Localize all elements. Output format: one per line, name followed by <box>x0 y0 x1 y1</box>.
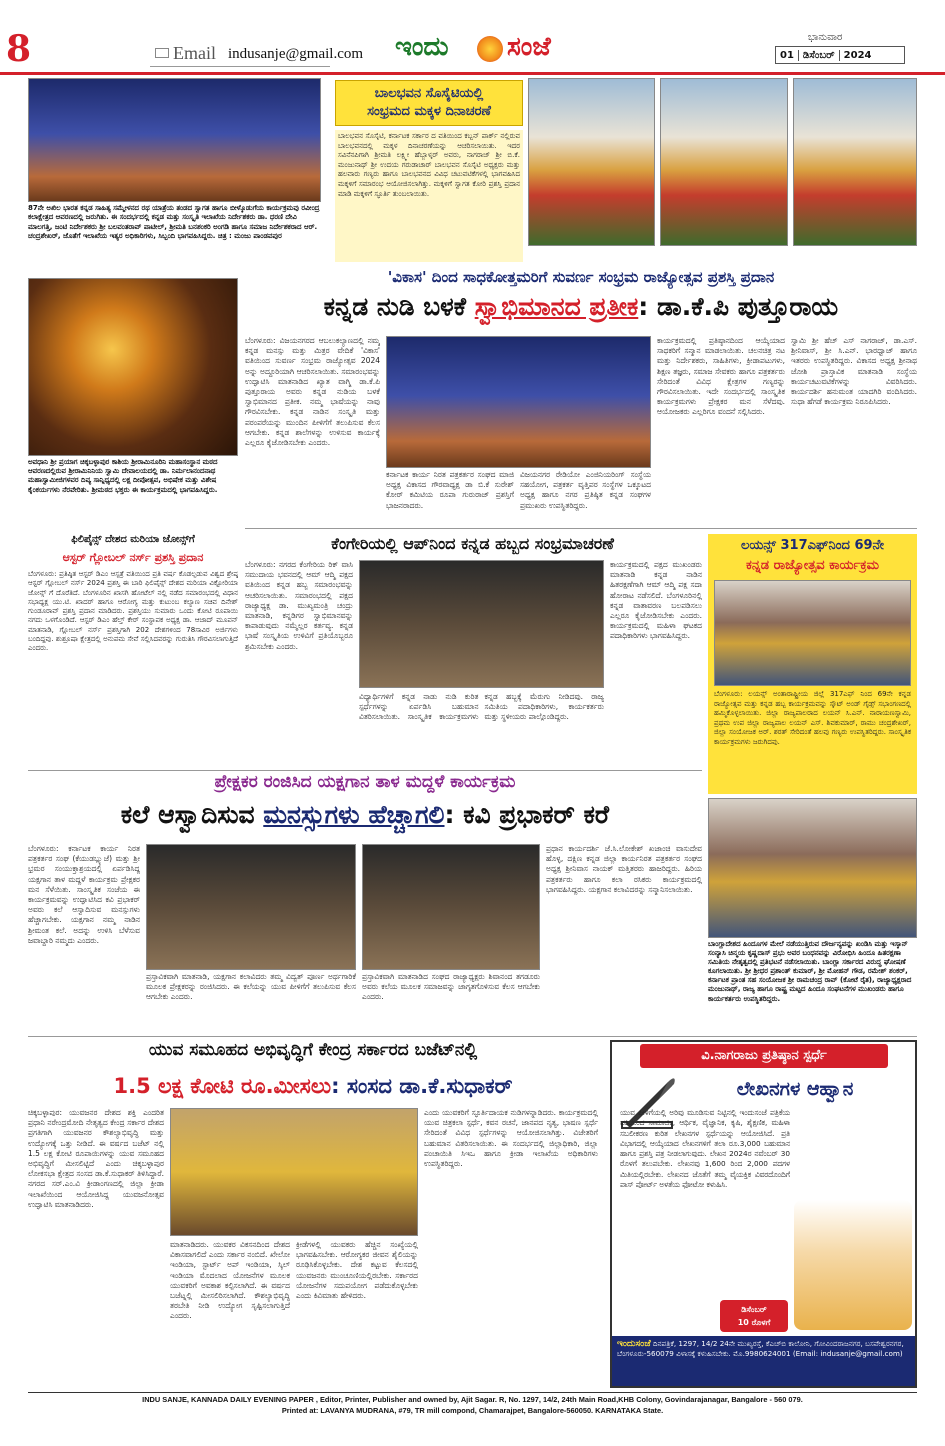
balabhavan-headline-box <box>335 80 523 126</box>
divider <box>245 528 917 529</box>
masthead <box>0 0 945 76</box>
kengeri-headline: ಕೆಂಗೇರಿಯಲ್ಲಿ ಆಪ್‌ನಿಂದ ಕನ್ನಡ ಹಬ್ಬದ ಸಂಭ್ರಮಾಚರಣೆ <box>331 534 614 553</box>
balabhavan-body: ಬಾಲಭವನ ಸೊಸೈಟಿ, ಕರ್ನಾಟಕ ಸರ್ಕಾರ ದ ವತಿಯಿಂದ ಕಬ್ಬನ್ ಪಾರ್ಕ್ ನಲ್ಲಿರುವ ಬಾಲಭವನದಲ್ಲಿ ಮಕ್ಕಳ ದಿನಾಚರಣೆಯನ್ನು ಆಚರಿಸಲಾಯಿತು. ಇದರ ಸವಿನೆನಪಿಗಾಗಿ ಶ್ರೀಮತಿ ಲಕ್ಷ್ಮೀ ಹೆಬ್ಬಾಳ್ಕರ್ ಅವರು, ನಾಗರಾಜ್ ಶ್ರೀ ಬಿ.ಕೆ. ಮಂಜುನಾಥ್ ಶ್ರೀ ಉದಯ ಗರುಡಾಚಾರ್ ಬಾಲಭವನ ಸೊಸೈಟಿ ಅಧ್ಯಕ್ಷರು ಮತ್ತು ಹಲವಾರು ಗಣ್ಯರು ಹಾಗೂ ಬಾಲಭವನದ ವಿವಿಧ ಚಟುವಟಿಕೆಗಳಲ್ಲಿ ಭಾಗವಹಿಸಿದ ಮಕ್ಕಳಿಗೆ ಸಮಾರಂಭ ಆಯೋಜಿಸಲಾಗಿತ್ತು. ಮಕ್ಕಳಿಗೆ ಸ್ವಾಗತ ಕೋರಿ ಪ್ರಶಸ್ತಿ ಪ್ರದಾನ ಮಾಡಿ ಮಕ್ಕಳಿಗೆ ಸ್ಫೂರ್ತಿ ತುಂಬಲಾಯಿತು. <box>335 130 523 262</box>
protest-photo-caption: ಬಾಂಗ್ಲಾದೇಶದ ಹಿಂದೂಗಳ ಮೇಲೆ ನಡೆಯುತ್ತಿರುವ ದೌರ್ಜನ್ಯವನ್ನು ಖಂಡಿಸಿ ಮತ್ತು ಇಸ್ಕಾನ್ ಸಂನ್ಯಾಸಿ ಚಿನ್ಮಯ ಕೃಷ್ಣದಾಸ್ ಪ್ರಭು ಅವರ ಬಂಧನವನ್ನು ವಿರೋಧಿಸಿ ಹಿಂದೂ ಹಿತರಕ್ಷಣಾ ಸಮಿತಿಯ ನೇತೃತ್ವದಲ್ಲಿ ಪ್ರತಿಭಟನೆ ನಡೆಸಲಾಯಿತು. ಬಾಂಗ್ಲಾ ಸರ್ಕಾರದ ವಿರುದ್ಧ ಘೋಷಣೆ ಕೂಗಲಾಯಿತು. ಶ್ರೀ ಶ್ರೀಧರ ಪ್ರಶಾಂತ್ ಕುಮಾರ್, ಶ್ರೀ ಮೋಹನ್ ಗೌಡ, ರಮೇಶ್ ಶಂಕರ್, ಕರ್ನಾಟಕ ಪ್ರಾಂತ ಸಹ ಸಂಯೋಜಕ ಶ್ರೀ ರಾಮಚಂದ್ರ ರಾವ್ (ಕೋಟೆ ರೈತ), ರಾಜ್ಯಾಧ್ಯಕ್ಷರಾದ ಮಂಜುನಾಥ್, ರಾಜ್ಯ ಹಾಗೂ ರಾಷ್ಟ್ರ ಮಟ್ಟದ ಹಿಂದೂ ಸಂಘಟನೆಗಳ ಮುಖಂಡರು ಹಾಗೂ ಕಾರ್ಯಕರ್ತರು ಉಪಸ್ಥಿತರಿದ್ದರು. <box>708 940 912 1003</box>
vikasa-headline-part1: ಕನ್ನಡ ನುಡಿ ಬಳಕೆ <box>323 292 475 321</box>
vikasa-photo-caption-left: ಕರ್ನಾಟಕ ಕಾರ್ಯ ನಿರತ ಪತ್ರಕರ್ತರ ಸಂಘದ ಮಾಜಿ ಅಧ್ಯಕ್ಷ ವಿಕಾಸದ ಗೌರವಾಧ್ಯಕ್ಷ ಡಾ ಬಿ.ಕೆ ಸುರೇಶ್ ಕೋರ್ ಕಮಿಟಿಯ ರೂಪಾ ಗುರುರಾಜ್ ಪ್ರಶಸ್ತಿಗೆ ಭಾಜನರಾದರು. <box>386 470 514 510</box>
lions-headline-line1: ಲಯನ್ಸ್ 317ಎಫ್‌ನಿಂದ 69ನೇ <box>740 538 885 553</box>
kengeri-column-1: ಬೆಂಗಳೂರು: ನಗರದ ಕೆಂಗೇರಿಯ ರಿಕ್ ವಾಸಿ ಸಮುದಾಯ ಭವನದಲ್ಲಿ ಆಮ್ ಆದ್ಮಿ ಪಕ್ಷದ ವತಿಯಿಂದ ಕನ್ನಡ ಹಬ್ಬ ಸಮಾರಂಭವನ್ನು ಆಚರಿಸಲಾಯಿತು. ಸಮಾರಂಭದಲ್ಲಿ ಪಕ್ಷದ ರಾಜ್ಯಾಧ್ಯಕ್ಷ ಡಾ. ಮುಖ್ಯಮಂತ್ರಿ ಚಂದ್ರು ಮಾತನಾಡಿ, ಕನ್ನಡಿಗರ ಸ್ವಾಭಿಮಾನವನ್ನು ಕಾಪಾಡುವುದು ನಮ್ಮೆಲ್ಲರ ಕರ್ತವ್ಯ. ಕನ್ನಡ ಭಾಷೆ ಸಂಸ್ಕೃತಿಯ ಉಳಿವಿಗೆ ಪ್ರತಿಯೊಬ್ಬರೂ ಶ್ರಮಿಸಬೇಕು ಎಂದರು. <box>245 560 353 651</box>
balabhavan-clock-tower-photo <box>793 78 917 246</box>
yakshagana-headline-part3: : ಕವಿ ಪ್ರಭಾಕರ್ ಕರೆ <box>444 800 610 829</box>
sun-icon <box>477 36 503 62</box>
footer-rule <box>28 1392 917 1393</box>
divider <box>28 1036 917 1037</box>
contest-title: ಲೇಖನಗಳ ಆಹ್ವಾನ <box>736 1078 854 1100</box>
protest-photo <box>708 798 917 938</box>
deadline-line1: ಡಿಸೆಂಬರ್ <box>741 1305 767 1314</box>
temple-deepotsava-photo <box>28 278 238 456</box>
budget-lamp-lighting-photo <box>170 1108 418 1236</box>
yakshagana-column-1: ಬೆಂಗಳೂರು: ಕರ್ನಾಟಕ ಕಾರ್ಯ ನಿರತ ಪತ್ರಕರ್ತರ ಸಂಘ (ಕೆಯುಡಬ್ಲ್ಯುಜೆ) ಮತ್ತು ಶ್ರೀ ಭ್ರಮರ ಸಂಯುಕ್ತಾಶ್ರಯದಲ್ಲಿ ಏರ್ಪಡಿಸಿದ್ದ ಯಕ್ಷಗಾನ ತಾಳ ಮದ್ದಳೆ ಕಾರ್ಯಕ್ರಮ ಪ್ರೇಕ್ಷಕರ ಮನ ಸೆಳೆಯಿತು. ಸಾಂಸ್ಕೃತಿಕ ಸಂಜೆಯ ಈ ಕಾರ್ಯಕ್ರಮವನ್ನು ಉದ್ಘಾಟಿಸಿದ ಕವಿ ಪ್ರಭಾಕರ್ ಅವರು ಕಲೆ ಆಸ್ವಾದಿಸುವ ಮನಸ್ಸುಗಳು ಹೆಚ್ಚಾಗಬೇಕು. ಯಕ್ಷಗಾನ ನಮ್ಮ ನಾಡಿನ ಶ್ರೀಮಂತ ಕಲೆ. ಅದನ್ನು ಉಳಿಸಿ ಬೆಳೆಸುವ ಜವಾಬ್ದಾರಿ ನಮ್ಮದು ಎಂದರು. <box>28 844 140 945</box>
nurse-headline: ಆಸ್ಟರ್ ಗ್ಲೋಬಲ್ ನರ್ಸ್ ಪ್ರಶಸ್ತಿ ಪ್ರದಾನ <box>62 551 204 564</box>
kengeri-column-2: ವಿಧ್ಯಾರ್ಥಿಗಳಿಗೆ ಕನ್ನಡ ನಾಡು ನುಡಿ ಕುರಿತ ಸ್ಪರ್ಧೆಗಳನ್ನು ಏರ್ಪಡಿಸಿ ಬಹುಮಾನ ವಿತರಿಸಲಾಯಿತು. ಸಾಂಸ್ಕೃತಿಕ ಕಾರ್ಯಕ್ರಮಗಳು ಕನ್ನಡ ಹಬ್ಬಕ್ಕೆ ಮೆರುಗು ನೀಡಿದವು. ರಾಜ್ಯ ಸಮಿತಿಯ ಪದಾಧಿಕಾರಿಗಳು, ಕಾರ್ಯಕರ್ತರು ಮತ್ತು ಸ್ಥಳೀಯರು ಪಾಲ್ಗೊಂಡಿದ್ದರು. <box>359 692 604 722</box>
deadline-badge <box>720 1300 788 1332</box>
masthead-underline <box>150 66 330 67</box>
yakshagana-headline <box>28 800 702 830</box>
yakshagana-headline-part2: ಮನಸ್ಸುಗಳು ಹೆಚ್ಚಾಗಲಿ <box>263 800 445 829</box>
lions-group-photo <box>714 580 911 686</box>
kengeri-stage-photo <box>359 560 604 688</box>
kengeri-column-3: ಕಾರ್ಯಕ್ರಮದಲ್ಲಿ ಪಕ್ಷದ ಮುಖಂಡರು ಮಾತನಾಡಿ ಕನ್ನಡ ನಾಡಿನ ಹಿತರಕ್ಷಣೆಗಾಗಿ ಆಮ್ ಆದ್ಮಿ ಪಕ್ಷ ಸದಾ ಹೋರಾಟ ನಡೆಸಲಿದೆ. ಬೆಂಗಳೂರಿನಲ್ಲಿ ಕನ್ನಡ ವಾತಾವರಣ ಬಲಪಡಿಸಲು ಎಲ್ಲರೂ ಕೈಜೋಡಿಸಬೇಕು ಎಂದರು. ಕಾರ್ಯಕ್ರಮದಲ್ಲಿ ಮಹಿಳಾ ಘಟಕದ ಪದಾಧಿಕಾರಿಗಳು ಭಾಗವಹಿಸಿದ್ದರು. <box>610 560 702 641</box>
yakshagana-headline-part1: ಕಲೆ ಆಸ್ವಾದಿಸುವ <box>120 800 264 829</box>
yakshagana-kicker: ಪ್ರೇಕ್ಷಕರ ರಂಜಿಸಿದ ಯಕ್ಷಗಾನ ತಾಳ ಮದ್ದಳೆ ಕಾರ್ಯಕ್ರಮ <box>214 772 516 792</box>
date-month: ಡಿಸೆಂಬರ್ <box>799 50 840 61</box>
date-box <box>775 46 905 64</box>
dance-troupe-photo <box>28 78 321 202</box>
yakshagana-column-3: ಪ್ರಸ್ತಾವಿಕವಾಗಿ ಮಾತನಾಡಿದ ಸಂಘದ ರಾಜ್ಯಾಧ್ಯಕ್ಷರು ಶಿವಾನಂದ ತಗಡೂರು ಅವರು ಕಲೆಯ ಮೂಲಕ ಸಮಾಜವನ್ನು ಜಾಗೃತಗೊಳಿಸುವ ಕೆಲಸ ಆಗಬೇಕು ಎಂದರು. <box>362 972 540 1002</box>
vikasa-photo-caption-right: ವಿಜಯನಗರ ರೇಡಿಯೋ ಎಂಜಿನಿಯರಿಂಗ್ ಸಂಸ್ಥೆಯ ಸಹಯೋಗ, ಪತ್ರಕರ್ತ ವೃತ್ತಿಪರ ಸಂಸ್ಥೆಗಳ ಒಕ್ಕೂಟದ ಅಧ್ಯಕ್ಷ ಹಾಗೂ ನಗರ ಪ್ರತಿಷ್ಠಿತ ಕನ್ನಡ ಸಂಘಗಳ ಪ್ರಮುಖರು ಉಪಸ್ಥಿತರಿದ್ದರು. <box>520 470 651 510</box>
email-label: Email <box>173 43 216 63</box>
lions-headline-line2: ಕನ್ನಡ ರಾಜ್ಯೋತ್ಸವ ಕಾರ್ಯಕ್ರಮ <box>745 558 880 573</box>
vikasa-headline <box>245 292 917 322</box>
nurse-body: ಬೆಂಗಳೂರು: ಪ್ರತಿಷ್ಠಿತ ಆಸ್ಟರ್ ಡಿಎಂ ಆಸ್ಪತ್ರೆ ವತಿಯಿಂದ ಪ್ರತಿ ವರ್ಷ ಕೊಡಲ್ಪಡುವ ವಿಶ್ವದ ಶ್ರೇಷ್ಠ ಆಸ್ಟರ್ ಗ್ಲೋಬಲ್ ನರ್ಸ್ 2024 ಪ್ರಶಸ್ತಿ ಈ ಬಾರಿ ಫಿಲಿಪೈನ್ಸ್ ದೇಶದ ಮರಿಯಾ ವಿಕ್ಟೋರಿಯಾ ಜೋನ್ಸ್ ಗೆ ದೊರೆತಿದೆ. ಬೆಂಗಳೂರಿನ ಖಾಸಗಿ ಹೋಟೆಲ್ ನಲ್ಲಿ ನಡೆದ ಸಮಾರಂಭದಲ್ಲಿ ವಿಧಾನ ಸಭಾಧ್ಯಕ್ಷ ಯು.ಟಿ. ಖಾದರ್ ಹಾಗೂ ಆರೋಗ್ಯ ಮತ್ತು ಕುಟುಂಬ ಕಲ್ಯಾಣ ಸಚಿವ ದಿನೇಶ್ ಗುಂಡೂರಾವ್ ಪ್ರಶಸ್ತಿ ಪ್ರದಾನ ಮಾಡಿದರು. ಪ್ರಶಸ್ತಿಯು ಸುಮಾರು ಒಂದು ಕೋಟಿ ರೂಪಾಯಿ ನಗದು ಒಳಗೊಂಡಿದೆ. ಆಸ್ಟರ್ ಡಿಎಂ ಹೆಲ್ತ್ ಕೇರ್ ಸಂಸ್ಥಾಪಕ ಅಧ್ಯಕ್ಷ ಡಾ. ಆಜಾದ್ ಮೂಪನ್ ಮಾತನಾಡಿ, ಗ್ಲೋಬಲ್ ನರ್ಸ್ ಪ್ರಶಸ್ತಿಗಾಗಿ 202 ದೇಶಗಳಿಂದ 78ಸಾವಿರ ಅರ್ಜಿಗಳು ಬಂದಿದ್ದವು. ಶುಶ್ರೂಷಾ ಕ್ಷೇತ್ರದಲ್ಲಿ ಅನುಪಮ ಸೇವೆ ಸಲ್ಲಿಸಿದವರನ್ನು ಗುರುತಿಸಿ ಗೌರವಿಸಲಾಗುತ್ತಿದೆ ಎಂದರು. <box>28 570 238 653</box>
page-number: 8 <box>6 28 32 70</box>
email-address[interactable]: indusanje@gmail.com <box>228 46 364 62</box>
balabhavan-headline-line1: ಬಾಲಭವನ ಸೊಸೈಟಿಯಲ್ಲಿ <box>374 86 484 101</box>
vikasa-column-3: ಕಾರ್ಯಕ್ರಮದಲ್ಲಿ ಪ್ರತಿಷ್ಠಾನದಿಂದ ಆಯ್ಕೆಯಾದ ಸಾಧಕರಿಗೆ ಸನ್ಮಾನ ಮಾಡಲಾಯಿತು. ಚಲನಚಿತ್ರ ನಟ ಮತ್ತು ನಿರ್ದೇಶಕರು, ಸಾಹಿತಿಗಳು, ಕ್ರೀಡಾಪಟುಗಳು, ಶಿಕ್ಷಣ ತಜ್ಞರು, ಸಮಾಜ ಸೇವಕರು ಹಾಗೂ ಪತ್ರಕರ್ತರು ಸೇರಿದಂತೆ ವಿವಿಧ ಕ್ಷೇತ್ರಗಳ ಗಣ್ಯರನ್ನು ಗೌರವಿಸಲಾಯಿತು. ಇದೇ ಸಂದರ್ಭದಲ್ಲಿ ಸಾಂಸ್ಕೃತಿಕ ಕಾರ್ಯಕ್ರಮಗಳು ಪ್ರೇಕ್ಷಕರ ಮನ ಸೆಳೆದವು. ಆಯೋಜಕರು ಎಲ್ಲರಿಗೂ ವಂದನೆ ಸಲ್ಲಿಸಿದರು. <box>657 336 785 417</box>
vikasa-headline-part2: ಸ್ವಾಭಿಮಾನದ ಪ್ರತೀಕ <box>474 292 639 321</box>
vikasa-awards-photo <box>386 336 651 468</box>
contest-body: ಯುವ ಪೀಳಿಗೆಯಲ್ಲಿ ಅರಿವು ಮೂಡಿಸುವ ನಿಟ್ಟಿನಲ್ಲಿ ಇಂದುಸಂಜೆ ಪತ್ರಿಕೆಯ ವತಿಯಿಂದ ಸಾಮಾಜಿಕ, ಆರ್ಥಿಕ, ವೈಜ್ಞಾನಿಕ, ಕೃಷಿ, ಶೈಕ್ಷಣಿಕ, ಮಹಿಳಾ ಸಬಲೀಕರಣ ಕುರಿತ ಲೇಖನಗಳ ಸ್ಪರ್ಧೆಯನ್ನು ಆಯೋಜಿಸಿದೆ. ಪ್ರತಿ ವಿಭಾಗದಲ್ಲಿ ಆಯ್ಕೆಯಾದ ಲೇಖನಗಳಿಗೆ ತಲಾ ರೂ.3,000 ಬಹುಮಾನ ಹಾಗೂ ಪ್ರಶಸ್ತಿ ಪತ್ರ ನೀಡಲಾಗುವುದು. ಲೇಖನ 2024ರ ನವೆಂಬರ್ 30 ರೊಳಗೆ ತಲುಪಬೇಕು. ಲೇಖನವು 1,600 ರಿಂದ 2,000 ಪದಗಳ ಮಿತಿಯಲ್ಲಿರಬೇಕು. ಲೇಖನದ ಜೊತೆಗೆ ತಮ್ಮ ವೈಯಕ್ತಿಕ ವಿವರದೊಂದಿಗೆ ಪಾಸ್ ಪೋರ್ಟ್ ಅಳತೆಯ ಫೋಟೋ ಕಳುಹಿಸಿ. <box>620 1108 790 1190</box>
lions-body: ಬೆಂಗಳೂರು: ಲಯನ್ಸ್ ಅಂತಾರಾಷ್ಟ್ರೀಯ ಜಿಲ್ಲೆ 317ಎಫ್ ನಿಂದ 69ನೇ ಕನ್ನಡ ರಾಜ್ಯೋತ್ಸವ ಮತ್ತು ಕನ್ನಡ ಹಬ್ಬ ಕಾರ್ಯಕ್ರಮವನ್ನು ಸ್ಕೌಟ್ ಅಂಡ್ ಗೈಡ್ಸ್ ಸಭಾಂಗಣದಲ್ಲಿ ಹಮ್ಮಿಕೊಳ್ಳಲಾಯಿತು. ಜಿಲ್ಲಾ ರಾಜ್ಯಪಾಲರಾದ ಲಯನ್ ಸಿ.ಎನ್. ನಾರಾಯಣಸ್ವಾಮಿ, ಪ್ರಥಮ ಉಪ ಜಿಲ್ಲಾ ರಾಜ್ಯಪಾಲ ಲಯನ್ ಎಸ್. ಶಿವಕುಮಾರ್, ರಾಮು ಚಂದ್ರಶೇಖರ್, ಜಿಲ್ಲಾ ಸಂಯೋಜಕ ಅರ್. ಶರತ್ ಸೇರಿದಂತೆ ಹಲವು ಗಣ್ಯರು ಉಪಸ್ಥಿತರಿದ್ದರು. ಸಾಂಸ್ಕೃತಿಕ ಕಾರ್ಯಕ್ರಮಗಳು ಜರುಗಿದವು. <box>714 690 911 746</box>
contest-banner: ವಿ.ನಾಗರಾಜು ಪ್ರತಿಷ್ಠಾನ ಸ್ಪರ್ಧೆ <box>640 1044 888 1068</box>
deadline-line2: 10 ರೊಳಗೆ <box>737 1318 771 1327</box>
yakshagana-column-4: ಪ್ರಧಾನ ಕಾರ್ಯದರ್ಶಿ ಜೆ.ಸಿ.ಲೋಕೇಶ್ ಖಜಾಂಚಿ ವಾಸುದೇವ ಹೊಳ್ಳ, ದಕ್ಷಿಣ ಕನ್ನಡ ಜಿಲ್ಲಾ ಕಾರ್ಯನಿರತ ಪತ್ರಕರ್ತರ ಸಂಘದ ಅಧ್ಯಕ್ಷ ಶ್ರೀನಿವಾಸ ನಾಯಕ್ ಮತ್ತಿತರರು ಹಾಜರಿದ್ದರು. ಹಿರಿಯ ಪತ್ರಕರ್ತರು ಹಾಗೂ ಕಲಾ ರಸಿಕರು ಕಾರ್ಯಕ್ರಮದಲ್ಲಿ ಭಾಗವಹಿಸಿದ್ದರು. ಯಕ್ಷಗಾನ ಕಲಾವಿದರನ್ನು ಸನ್ಮಾನಿಸಲಾಯಿತು. <box>546 844 702 894</box>
contest-address: ದಿನಪತ್ರಿಕೆ, 1297, 14/2 24ನೇ ಮುಖ್ಯರಸ್ತೆ, ಕೆಎಚ್‌ಬಿ ಕಾಲೋನಿ, ಗೋವಿಂದರಾಜನಗರ, ಬಸವೇಶ್ವರನಗರ, ಬೆಂಗಳೂರು-560079 ವಿಳಾಸಕ್ಕೆ ಕಳುಹಿಸಬೇಕು. ಮೊ.9980624001 (Email: indusanje@gmail.com) <box>617 1339 904 1358</box>
footer-line-1: INDU SANJE, KANNADA DAILY EVENING PAPER , Editor, Printer, Publisher and owned by, Ajit Sagar. R, No. 1297, 14/2, 24th Main Road,KHB Colony, Govindarajanagar, Bangalore - 560 079. <box>142 1395 803 1404</box>
footer-line-2: Printed at: LAVANYA MUDRANA, #79, TR mill compond, Chamarajpet, Bangalore-560050. KARNATAKA State. <box>281 1406 664 1415</box>
logo-right: ಸಂಜೆ <box>507 32 551 62</box>
budget-column-1: ಚಿಕ್ಕಬಳ್ಳಾಪುರ: ಯುವಜನರ ದೇಶದ ಶಕ್ತಿ ಎಂದರಿತ ಪ್ರಧಾನಿ ನರೇಂದ್ರಮೋದಿ ನೇತೃತ್ವದ ಕೇಂದ್ರ ಸರ್ಕಾರ ದೇಶದ ಪ್ರಗತಿಗಾಗಿ ಯುವಜನರ ಕೌಶಲ್ಯಾಭಿವೃದ್ಧಿ ಮತ್ತು ಉದ್ಯೋಗಕ್ಕೆ ಒತ್ತು ನೀಡಿದೆ. ಈ ವರ್ಷದ ಬಜೆಟ್ ನಲ್ಲಿ 1.5 ಲಕ್ಷ ಕೋಟಿ ರೂಪಾಯಿಗಳನ್ನು ಯುವ ಸಮೂಹದ ಅಭಿವೃದ್ಧಿಗೆ ಮೀಸಲಿಟ್ಟಿದೆ ಎಂದು ಚಿಕ್ಕಬಳ್ಳಾಪುರ ಲೋಕಸಭಾ ಕ್ಷೇತ್ರದ ಸಂಸದ ಡಾ.ಕೆ.ಸುಧಾಕರ್ ತಿಳಿಸಿದ್ದಾರೆ. ನಗರದ ಸರ್.ಎಂ.ವಿ ಕ್ರೀಡಾಂಗಣದಲ್ಲಿ ಜಿಲ್ಲಾ ಕ್ರೀಡಾ ಇಲಾಖೆಯಿಂದ ಆಯೋಜಿಸಿದ್ದ ಯುವಜನೋತ್ಸವ ಉದ್ಘಾಟಿಸಿ ಮಾತನಾಡಿದರು. <box>28 1108 164 1209</box>
vikasa-kicker: 'ವಿಕಾಸ' ದಿಂದ ಸಾಧಕೋತ್ತಮರಿಗೆ ಸುವರ್ಣ ಸಂಭ್ರಮ ರಾಜ್ಯೋತ್ಸವ ಪ್ರಶಸ್ತಿ ಪ್ರದಾನ <box>387 268 775 286</box>
date-day: 01 <box>776 50 799 61</box>
temple-photo-caption: ಅವಧಾನಿ ಶ್ರೀ ಪ್ರಯಾಗ ಚಿಕ್ಕಬಳ್ಳಾಪುರ ಕಾಶಿಯ ಶ್ರೀರಾಮಿನೂರಿನಿ ಮಹಾಸಂಸ್ಥಾನ ಮಠದ ಆವರಣದಲ್ಲಿರುವ ಶ್ರೀರಾಮಿನಿನಿಯ ಸ್ವಾಮಿ ದೇವಾಲಯದಲ್ಲಿ ಡಾ. ನಿರ್ಮಲಾನಂದನಾಥ ಮಹಾಸ್ವಾಮೀಜಿಗಳವರ ದಿವ್ಯ ಸಾನ್ನಿಧ್ಯದಲ್ಲಿ ಲಕ್ಷ ದೀಪೋತ್ಸವ, ಅಭಿಷೇಕ ಮತ್ತು ವಿಶೇಷ ಕೈಂಕರ್ಯಗಳು ನೆರವೇರಿತು. ಶ್ರೀಮಠದ ಭಕ್ತರು ಈ ಕಾರ್ಯಕ್ರಮದಲ್ಲಿ ಭಾಗವಹಿಸಿದ್ದರು. <box>28 458 218 494</box>
budget-column-4: ಎಂದು ಯುವಕರಿಗೆ ಸ್ಫೂರ್ತಿದಾಯಕ ನುಡಿಗಳನ್ನಾಡಿದರು. ಕಾರ್ಯಕ್ರಮದಲ್ಲಿ ಯುವ ಚಿತ್ರಕಲಾ ಸ್ಪರ್ಧೆ, ಕವನ ರಚನೆ, ಜಾನಪದ ನೃತ್ಯ, ಭಾಷಣ ಸ್ಪರ್ಧೆ ಸೇರಿದಂತೆ ವಿವಿಧ ಸ್ಪರ್ಧೆಗಳನ್ನು ಆಯೋಜಿಸಲಾಗಿತ್ತು. ವಿಜೇತರಿಗೆ ಬಹುಮಾನ ವಿತರಿಸಲಾಯಿತು. ಈ ಸಂದರ್ಭದಲ್ಲಿ ಜಿಲ್ಲಾಧಿಕಾರಿ, ಜಿಲ್ಲಾ ಪಂಚಾಯಿತಿ ಸಿಇಒ ಹಾಗೂ ಕ್ರೀಡಾ ಇಲಾಖೆಯ ಅಧಿಕಾರಿಗಳು ಉಪಸ್ಥಿತರಿದ್ದರು. <box>424 1108 598 1169</box>
date-year: 2024 <box>843 49 872 61</box>
balabhavan-dancers-photo <box>528 78 655 246</box>
budget-column-3: ಕ್ರೀಡೆಗಳಲ್ಲಿ ಯುವಕರು ಹೆಚ್ಚಿನ ಸಂಖ್ಯೆಯಲ್ಲಿ ಭಾಗವಹಿಸಬೇಕು. ಆರೋಗ್ಯಕರ ಜೀವನ ಶೈಲಿಯನ್ನು ರೂಢಿಸಿಕೊಳ್ಳಬೇಕು. ದೇಶ ಕಟ್ಟುವ ಕೆಲಸದಲ್ಲಿ ಯುವಜನರು ಮುಂಚೂಣಿಯಲ್ಲಿರಬೇಕು. ಸರ್ಕಾರದ ಯೋಜನೆಗಳ ಸದುಪಯೋಗ ಪಡೆದುಕೊಳ್ಳಬೇಕು ಎಂದು ಕಿವಿಮಾತು ಹೇಳಿದರು. <box>296 1240 418 1301</box>
balabhavan-floral-display-photo <box>660 78 788 246</box>
divider <box>28 770 702 771</box>
contest-address-name: ಇಂದುಸಂಜೆ <box>617 1339 651 1349</box>
writer-illustration-icon <box>794 1200 912 1330</box>
masthead-day: ಭಾನುವಾರ <box>808 32 843 43</box>
logo-left: ಇಂದು <box>395 32 449 62</box>
masthead-rule <box>0 72 945 75</box>
budget-headline-part2: : ಸಂಸದ ಡಾ.ಕೆ.ಸುಧಾಕರ್ <box>331 1074 513 1098</box>
mail-icon <box>155 48 169 58</box>
logo <box>395 30 585 70</box>
nurse-kicker: ಫಿಲಿಪೈನ್ಸ್ ದೇಶದ ಮರಿಯಾ ಜೋನ್ಸ್‌ಗೆ <box>71 534 195 545</box>
dance-photo-caption: 87ನೇ ಅಖಿಲ ಭಾರತ ಕನ್ನಡ ಸಾಹಿತ್ಯ ಸಮ್ಮೇಳನದ ರಥ ಯಾತ್ರೆಯ ತಂಡದ ಸ್ವಾಗತ ಹಾಗೂ ಬೀಳ್ಕೊಡುಗೆಯ ಕಾರ್ಯಕ್ರಮವು ರವೀಂದ್ರ ಕಲಾಕ್ಷೇತ್ರದ ಆವರಣದಲ್ಲಿ ಜರುಗಿತು. ಈ ಸಂದರ್ಭದಲ್ಲಿ ಕನ್ನಡ ಮತ್ತು ಸಂಸ್ಕೃತಿ ಇಲಾಖೆಯ ನಿರ್ದೇಶಕರು ಡಾ. ಧರಣಿ ದೇವಿ ಮಾಲಗತ್ತಿ, ಜಂಟಿ ನಿರ್ದೇಶಕರು ಶ್ರೀ ಬಲವಂತರಾವ್ ಪಾಟೀಲ್, ಶ್ರೀಮತಿ ಬನಶಂಕರಿ ಅಂಗಡಿ ಹಾಗೂ ಸಮಾಜ ನಿರ್ದೇಶಕರಾದ ಆರ್. ಚಂದ್ರಶೇಖರ್, ಜೊತೆಗೆ ಇಲಾಖೆಯ ಇತ್ಯರ ಅಧಿಕಾರಿಗಳು, ಸಿಬ್ಬಂದಿ ಭಾಗವಹಿಸಿದ್ದರು. ಚಿತ್ರ : ಮಂಜು ಪಾಂಡವಪುರ <box>28 204 320 241</box>
yakshagana-column-2: ಪ್ರಸ್ತಾವಿಕವಾಗಿ ಮಾತನಾಡಿ, ಯಕ್ಷಗಾನ ಕಲಾವಿದರು ತಮ್ಮ ವಿದ್ವತ್ ಪೂರ್ಣ ಅರ್ಥಗಾರಿಕೆ ಮೂಲಕ ಪ್ರೇಕ್ಷಕರನ್ನು ರಂಜಿಸಿದರು. ಈ ಕಲೆಯನ್ನು ಯುವ ಪೀಳಿಗೆಗೆ ತಲುಪಿಸುವ ಕೆಲಸ ಆಗಬೇಕು ಎಂದರು. <box>146 972 356 1002</box>
vikasa-column-1: ಬೆಂಗಳೂರು: ವಿಜಯನಗರದ ಆಬಲುಕಲ್ಯಾಣದಲ್ಲಿ ನಮ್ಮ ಕನ್ನಡ ಮನಸ್ಸು ಮತ್ತು ಮಿತ್ರರ ವೇದಿಕೆ 'ವಿಕಾಸ' ವತಿಯಿಂದ ಸುವರ್ಣ ಸಂಭ್ರಮ ರಾಜ್ಯೋತ್ಸವ 2024 ಅನ್ನು ಅದ್ದೂರಿಯಾಗಿ ಆಚರಿಸಲಾಯಿತು. ಸಮಾರಂಭವನ್ನು ಉದ್ಘಾಟಿಸಿ ಮಾತನಾಡಿದ ಖ್ಯಾತ ವಾಗ್ಮಿ ಡಾ.ಕೆ.ಪಿ ಪುತ್ತೂರಾಯ ಅವರು ಕನ್ನಡ ನುಡಿಯ ಬಳಕೆ ಸ್ವಾಭಿಮಾನದ ಪ್ರತೀಕ. ನಮ್ಮ ಭಾಷೆಯನ್ನು ನಾವು ಗೌರವಿಸಬೇಕು. ಕನ್ನಡ ನಾಡಿನ ಸಂಸ್ಕೃತಿ ಮತ್ತು ಪರಂಪರೆಯನ್ನು ಮುಂದಿನ ಪೀಳಿಗೆಗೆ ತಲುಪಿಸುವ ಕೆಲಸ ಆಗಬೇಕು. ಕನ್ನಡ ಶಾಲೆಗಳನ್ನು ಉಳಿಸುವ ಕಾರ್ಯಕ್ಕೆ ಎಲ್ಲರೂ ಕೈಜೋಡಿಸಬೇಕು ಎಂದರು. <box>245 336 380 448</box>
budget-column-2: ಮಾತನಾಡಿದರು. ಯುವಕರ ವಿಕಸನದಿಂದ ದೇಶದ ವಿಕಾಸವಾಗಲಿದೆ ಎಂದು ಸರ್ಕಾರ ನಂಬಿದೆ. ಖೇಲೋ ಇಂಡಿಯಾ, ಸ್ಟಾರ್ಟ್ ಅಪ್ ಇಂಡಿಯಾ, ಸ್ಕಿಲ್ ಇಂಡಿಯಾ ಮೊದಲಾದ ಯೋಜನೆಗಳ ಮೂಲಕ ಯುವಕರಿಗೆ ಅವಕಾಶ ಕಲ್ಪಿಸಲಾಗಿದೆ. ಈ ವರ್ಷದ ಬಜೆಟ್ನಲ್ಲಿ ಮೀಸಲಿರಿಸಲಾಗಿದೆ. ಕೌಶಲ್ಯಾಭಿವೃದ್ಧಿ ತರಬೇತಿ ನೀಡಿ ಉದ್ಯೋಗ ಸೃಷ್ಟಿಸಲಾಗುತ್ತಿದೆ ಎಂದರು. <box>170 1240 290 1321</box>
yakshagana-felicitation-photo <box>362 844 540 970</box>
vikasa-headline-part3: : ಡಾ.ಕೆ.ಪಿ ಪುತ್ತೂರಾಯ <box>638 292 839 321</box>
vikasa-column-4: ಸ್ವಾಮಿ ಶ್ರೀ ಹೆಚ್ ಎಸ್ ನಾಗರಾಜ್, ಡಾ.ಎಸ್. ಶ್ರೀನಿವಾಸ್, ಶ್ರೀ ಸಿ.ಎನ್. ಭಾರಧ್ವಾಜ್ ಹಾಗೂ ಇತರರು ಉಪಸ್ಥಿತರಿದ್ದರು. ವಿಕಾಸದ ಅಧ್ಯಕ್ಷ ಶ್ರೀನಾಥ ಜೋಶಿ ಪ್ರಾಸ್ತಾವಿಕ ಮಾತನಾಡಿ ಸಂಸ್ಥೆಯ ಕಾರ್ಯಚಟುವಟಿಕೆಗಳನ್ನು ವಿವರಿಸಿದರು. ಕಾರ್ಯದರ್ಶಿ ಹನುಮಂತ ಯಾದಗಿರಿ ವಂದಿಸಿದರು. ಸುಧಾ ಹೆಗಡೆ ಕಾರ್ಯಕ್ರಮ ನಿರೂಪಿಸಿದರು. <box>791 336 917 407</box>
yakshagana-performers-photo <box>146 844 356 970</box>
budget-headline <box>28 1074 598 1099</box>
balabhavan-headline-line2: ಸಂಭ್ರಮದ ಮಕ್ಕಳ ದಿನಾಚರಣೆ <box>367 104 491 119</box>
budget-headline-part1: 1.5 ಲಕ್ಷ ಕೋಟಿ ರೂ.ಮೀಸಲು <box>113 1074 332 1098</box>
budget-kicker: ಯುವ ಸಮೂಹದ ಅಭಿವೃದ್ಧಿಗೆ ಕೇಂದ್ರ ಸರ್ಕಾರದ ಬಜೆಟ್‌ನಲ್ಲಿ <box>148 1040 478 1060</box>
contest-address-box <box>612 1336 915 1386</box>
